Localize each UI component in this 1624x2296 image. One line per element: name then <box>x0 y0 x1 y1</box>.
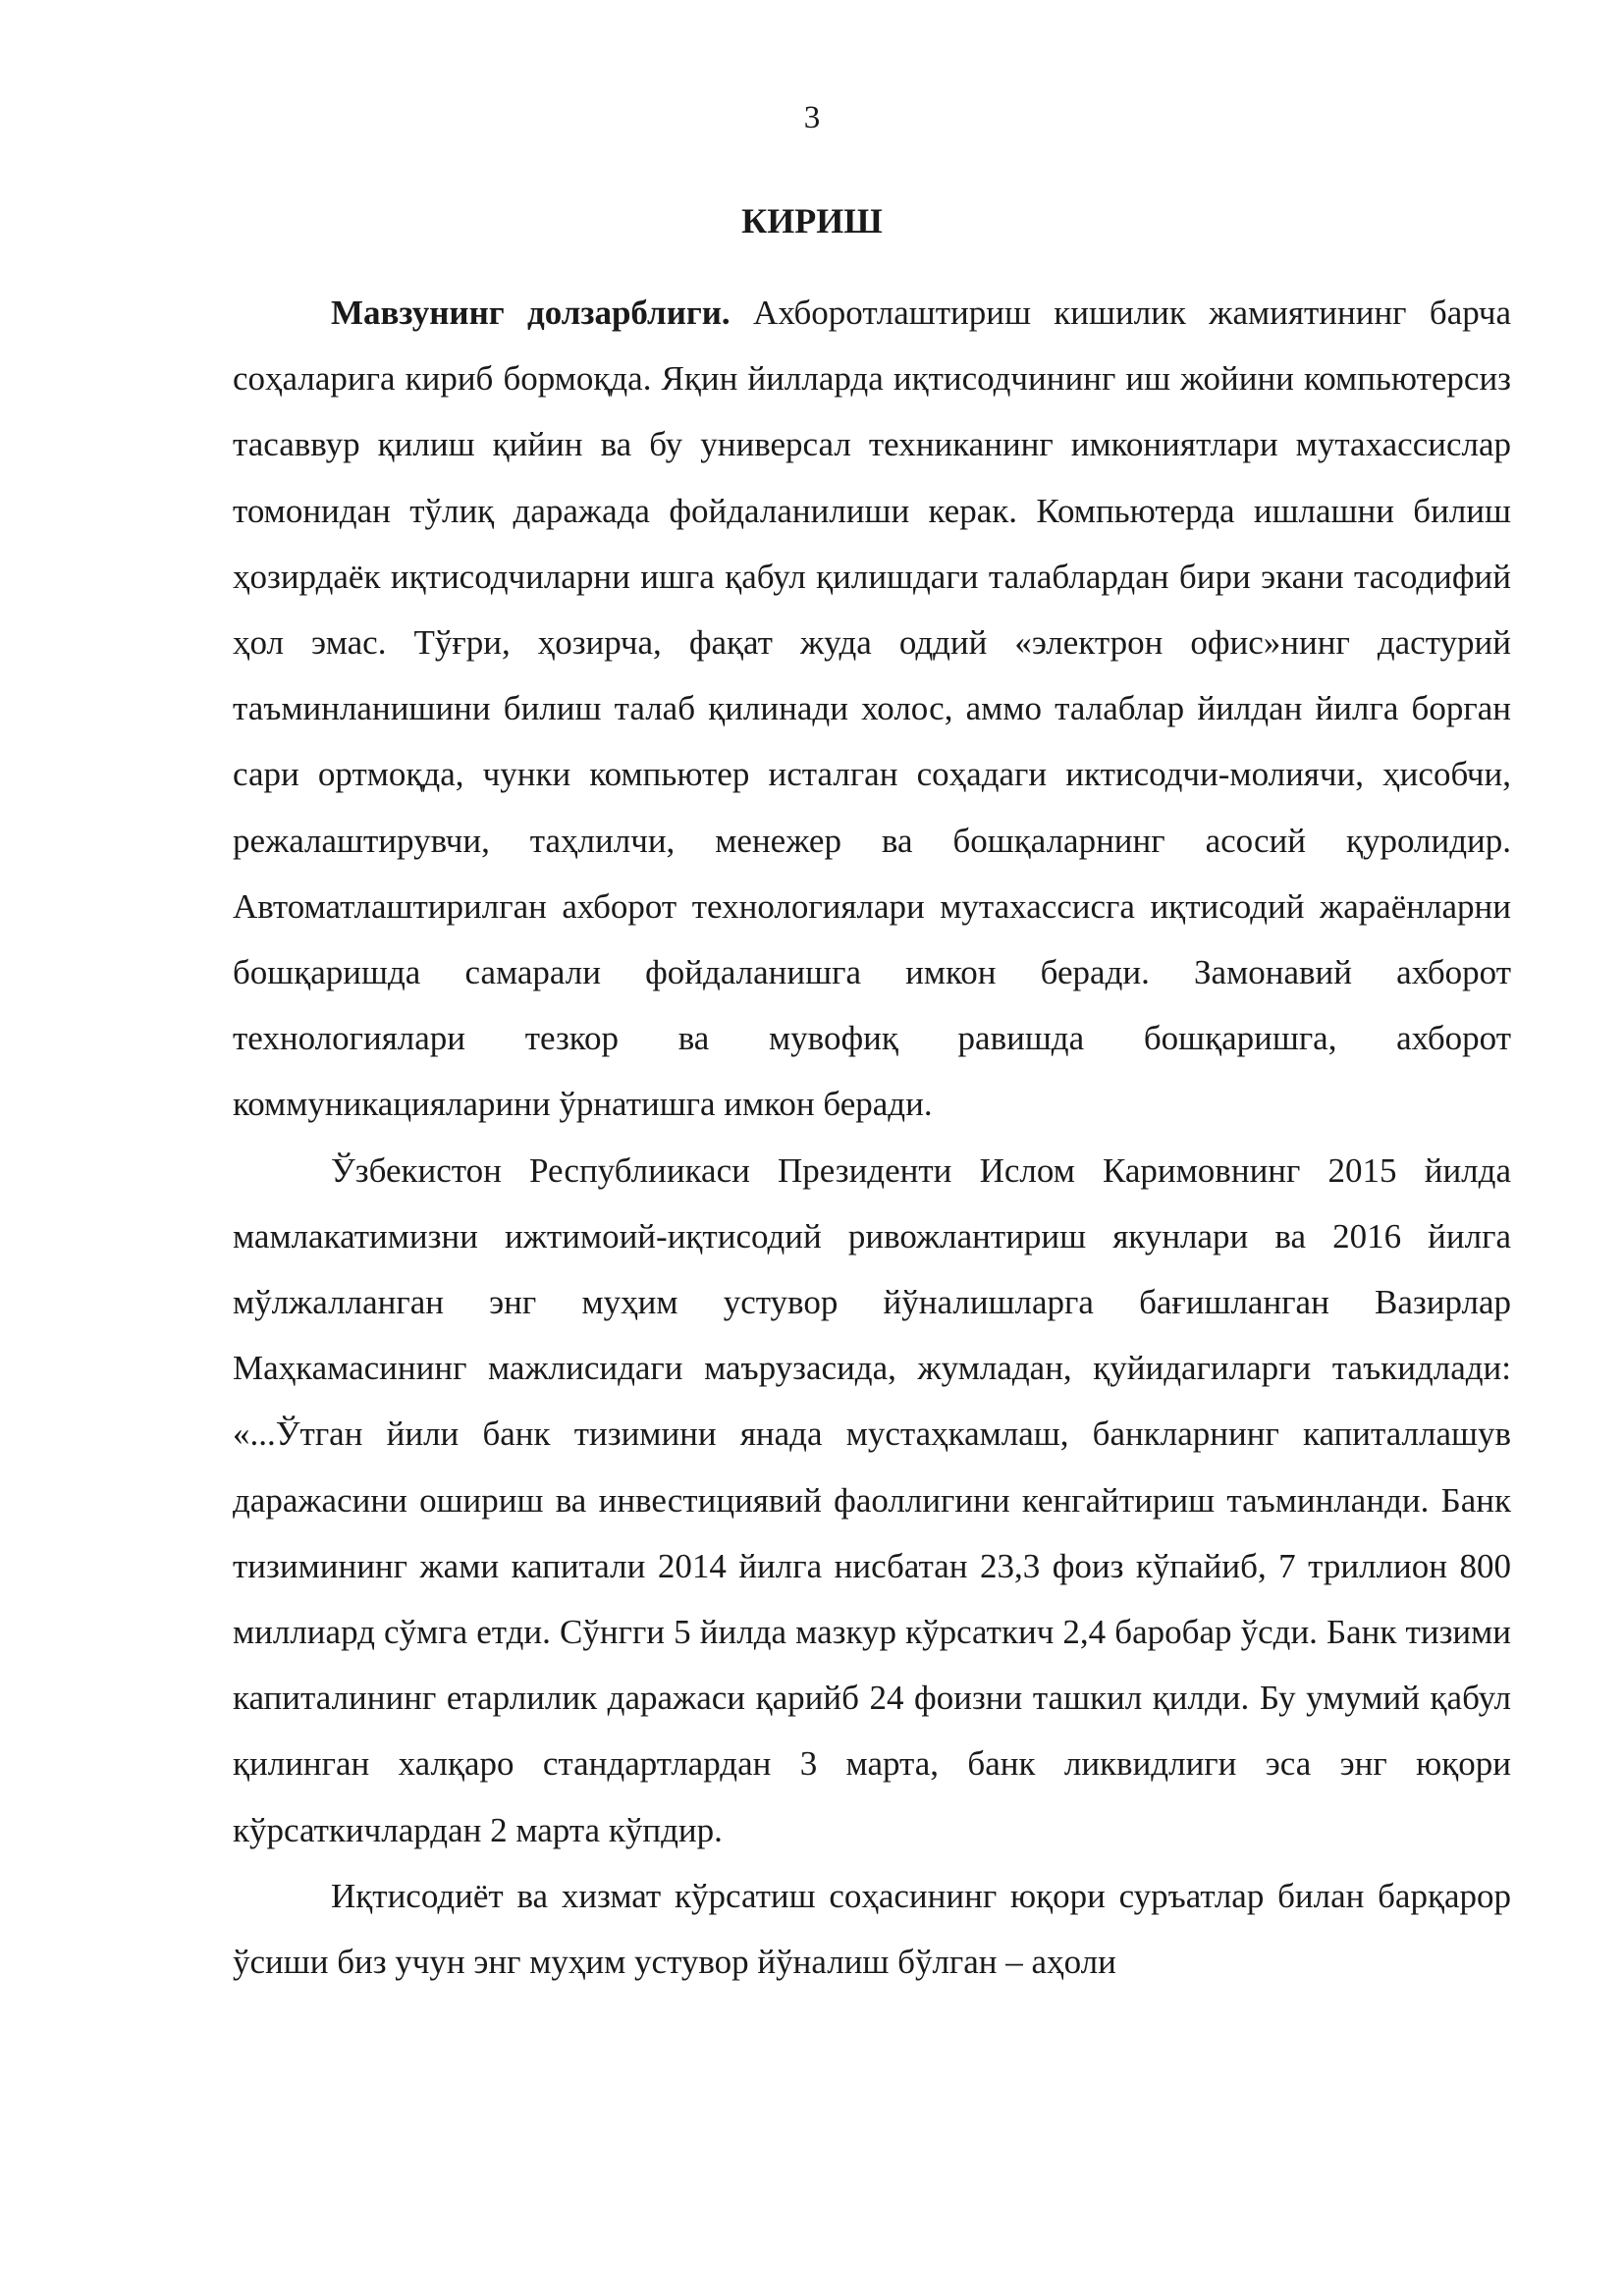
page-number: 3 <box>803 100 821 135</box>
paragraph-lead: Мавзунинг долзарблиги. <box>331 294 731 332</box>
paragraph <box>233 280 1511 1138</box>
paragraph-text: Ўзбекистон Республиикаси Президенти Ислом Каримовнинг 2015 йилда мамлакатимизни ижтимоий-иқтисодий ривожлантириш якунлари ва 2016 йилга мўлжалланган энг муҳим устувор йўналишларга бағишланган Вазирлар Маҳкамасининг мажлисидаги маърузасида, жумладан, қуйидагиларги таъкидлади: «...Ўтган йили банк тизимини янада мустаҳкамлаш, банкларнинг капиталлашув даражасини ошириш ва инвестициявий фаоллигини кенгайтириш таъминланди. Банк тизимининг жами капитали 2014 йилга нисбатан 23,3 фоиз кўпайиб, 7 триллион 800 миллиард сўмга етди. Сўнгги 5 йилда мазкур кўрсаткич 2,4 баробар ўсди. Банк тизими капиталининг етарлилик даражаси қарийб 24 фоизни ташкил қилди. Бу умумий қабул қилинган халқаро стандартлардан 3 марта, банк ликвидлиги эса энг юқори кўрсаткичлардан 2 марта кўпдир. <box>233 1150 1511 1849</box>
paragraph-text: Иқтисодиёт ва хизмат кўрсатиш соҳасининг юқори суръатлар билан барқарор ўсиши биз учун энг муҳим устувор йўналиш бўлган – аҳоли <box>233 1876 1511 1982</box>
body-text <box>233 280 1511 1995</box>
paragraph <box>233 1138 1511 1863</box>
section-heading: КИРИШ <box>741 201 883 240</box>
paragraph <box>233 1863 1511 1995</box>
paragraph-text: Ахборотлаштириш кишилик жамиятининг барча соҳаларига кириб бормоқда. Яқин йилларда иқтисодчининг иш жойини компьютерсиз тасаввур қилиш қийин ва бу универсал техниканинг имкониятлари мутахассислар томонидан тўлиқ даражада фойдаланилиши керак. Компьютерда ишлашни билиш ҳозирдаёк иқтисодчиларни ишга қабул қилишдаги талаблардан бири экани тасодифий ҳол эмас. Тўғри, ҳозирча, фақат жуда оддий «электрон офис»нинг дастурий таъминланишини билиш талаб қилинади холос, аммо талаблар йилдан йилга борган сари ортмоқда, чунки компьютер исталган соҳадаги иктисодчи-молиячи, ҳисобчи, режалаштирувчи, таҳлилчи, менежер ва бошқаларнинг асосий қуролидир. Автоматлаштирилган ахборот технологиялари мутахассисга иқтисодий жараёнларни бошқаришда самарали фойдаланишга имкон беради. Замонавий ахборот технологиялари тезкор ва мувофиқ равишда бошқаришга, ахборот коммуникацияларини ўрнатишга имкон беради. <box>233 294 1511 1124</box>
